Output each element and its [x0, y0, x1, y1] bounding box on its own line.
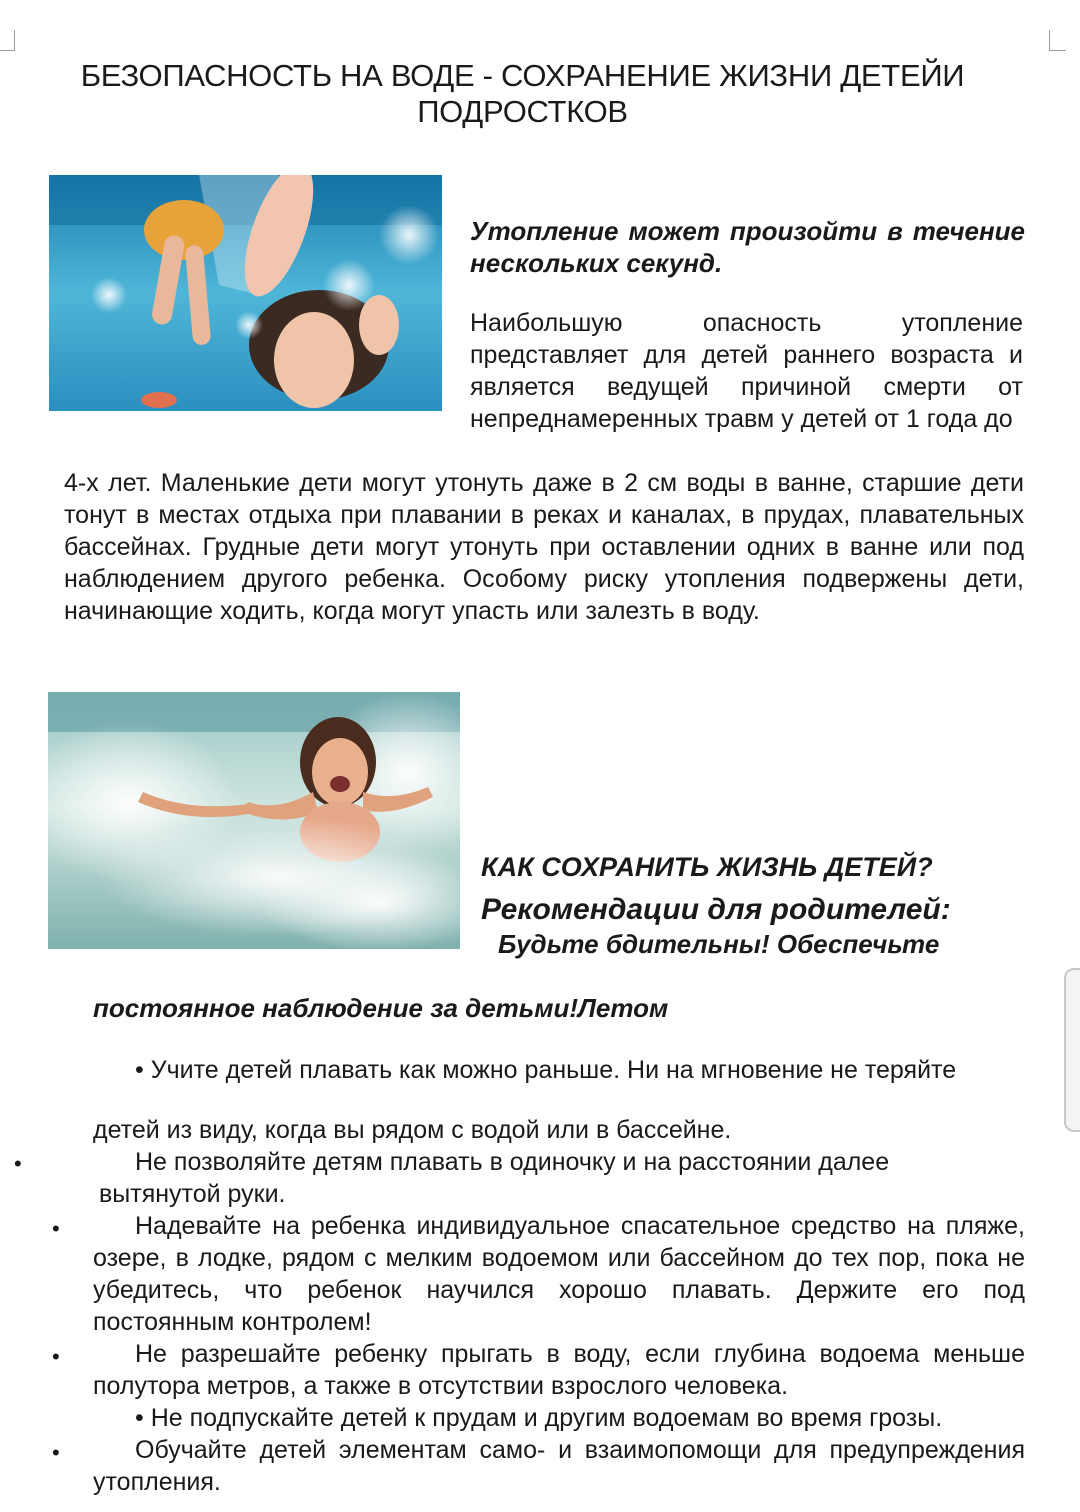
- bullet-icon: •: [52, 1344, 60, 1369]
- scroll-handle[interactable]: [1064, 968, 1080, 1132]
- bullet-icon: •: [52, 1216, 60, 1241]
- list-item-text: вытянутой руки.: [99, 1180, 286, 1208]
- list-item-first-aid: Обучайте детей элементам само- и взаимопомощи для предупреждения утопления.: [93, 1436, 1025, 1496]
- page-title: БЕЗОПАСНОСТЬ НА ВОДЕ - СОХРАНЕНИЕ ЖИЗНИ ДЕТЕЙИ ПОДРОСТКОВ: [80, 58, 965, 129]
- list-item-text: Не подпускайте детей к прудам и другим водоемам во время грозы.: [150, 1404, 943, 1432]
- list-item-teach-swimming: [135, 1054, 1070, 1086]
- paragraph-danger-intro: Наибольшую опасность утопление представляет для детей раннего возраста и является ведущей причиной смерти от непреднамеренных травм у детей от 1 года до: [470, 309, 1023, 433]
- heading-recommendations: Рекомендации для родителей:: [481, 893, 951, 926]
- photo-girl-in-waves: [48, 692, 460, 949]
- list-item-storm: [135, 1402, 1070, 1434]
- vigilance-line-2: постоянное наблюдение за детьми!Летом: [93, 993, 669, 1023]
- paragraph-danger-details: 4-х лет. Маленькие дети могут утонуть даже в 2 см воды в ванне, старшие дети тонут в местах отдыха при плавании в реках и каналах, в прудах, плавательных бассейнах. Грудные дети могут утонуть при оставлении одних в ванне или под наблюдением другого ребенка. Особому риску утопления подвержены дети, начинающие ходить, когда могут упасть или залезть в воду.: [64, 469, 1024, 625]
- lead-warning: Утопление может произойти в течение нескольких секунд.: [470, 216, 1025, 278]
- list-item-no-diving: Не разрешайте ребенку прыгать в воду, если глубина водоема меньше полутора метров, а также в отсутствии взрослого человека.: [93, 1340, 1025, 1400]
- bullet-icon: •: [135, 1404, 144, 1432]
- list-item-life-vest: Надевайте на ребенка индивидуальное спасательное средство на пляже, озере, в лодке, рядом с мелким водоемом или бассейном до тех пор, пока не убедитесь, что ребенок научился хорошо плавать. Держите его под постоянным контролем!: [93, 1212, 1025, 1336]
- list-item-text: Учите детей плавать как можно раньше. Ни на мгновение не теряйте: [150, 1056, 957, 1084]
- bullet-icon: •: [135, 1056, 144, 1084]
- page-corner-mark-right: [1049, 30, 1066, 51]
- bullet-icon: •: [14, 1151, 22, 1176]
- list-item-no-alone-swim: [93, 1146, 1025, 1210]
- list-item-text: Не позволяйте детям плавать в одиночку и на расстоянии далее: [135, 1148, 890, 1176]
- photo-children-underwater: [49, 175, 442, 411]
- list-item-teach-swimming-cont: детей из виду, когда вы рядом с водой или в бассейне.: [93, 1116, 732, 1144]
- vigilance-line-1: Будьте бдительны! Обеспечьте: [498, 929, 940, 959]
- bullet-icon: •: [52, 1440, 60, 1465]
- heading-how-to-save: КАК СОХРАНИТЬ ЖИЗНЬ ДЕТЕЙ?: [481, 852, 933, 882]
- page-corner-mark-left: [0, 30, 15, 51]
